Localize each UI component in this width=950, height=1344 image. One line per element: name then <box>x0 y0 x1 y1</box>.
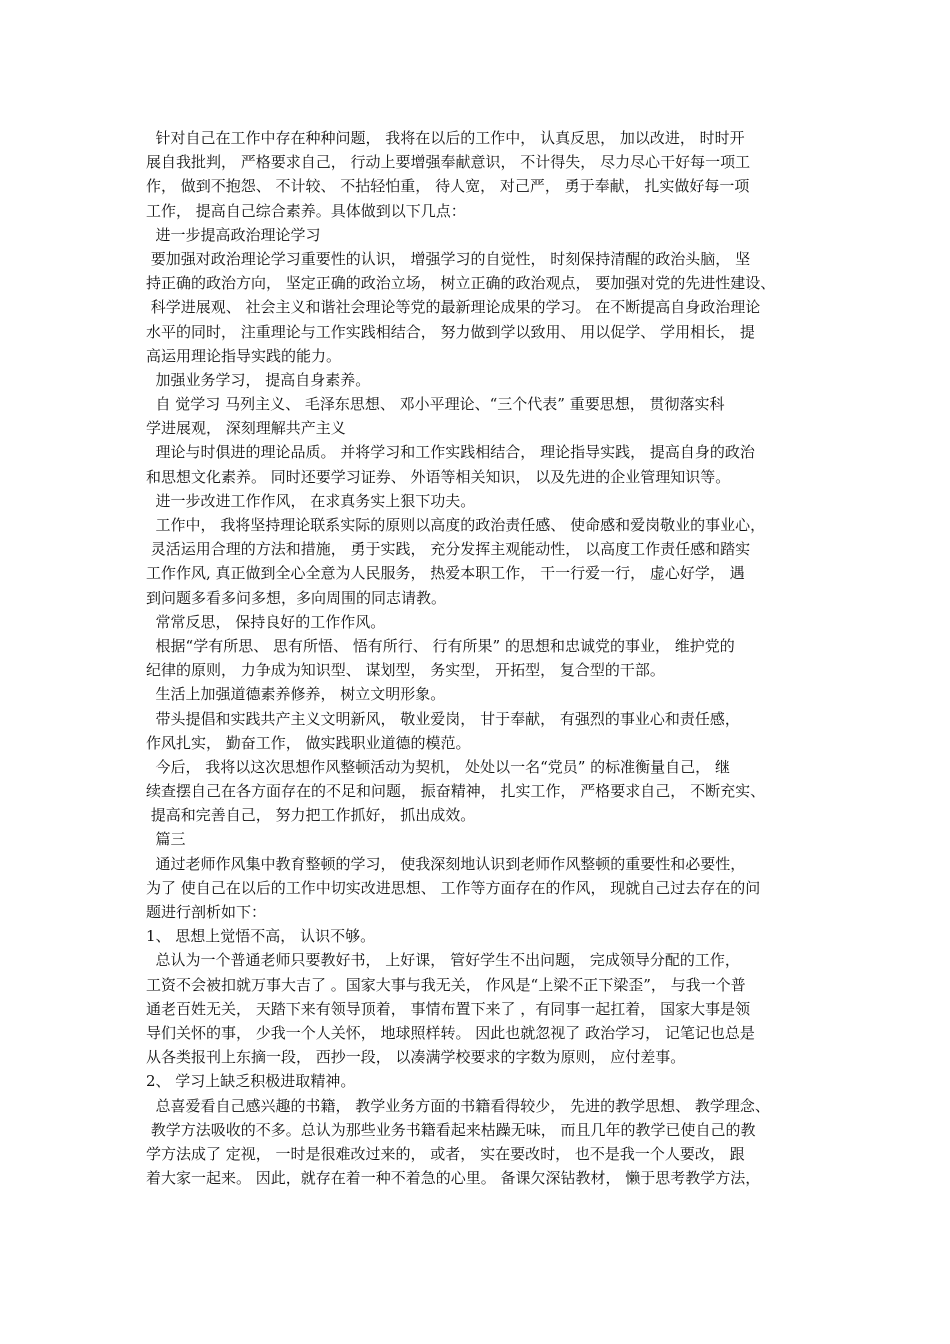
text-line: 水平的同时， 注重理论与工作实践相结合， 努力做到学以致用、 用以促学、 学用相长， 提 <box>146 322 755 341</box>
text-line: 提高和完善自己， 努力把工作抓好， 抓出成效。 <box>146 806 476 825</box>
text-line: 纪律的原则， 力争成为知识型、 谋划型， 务实型， 开拓型， 复合型的干部。 <box>146 661 665 680</box>
text-line: 工作作风, 真正做到全心全意为人民服务， 热爱本职工作， 干一行爱一行， 虚心好学， 遇 <box>146 564 745 583</box>
section-heading: 生活上加强道德素养修养， 树立文明形象。 <box>146 685 446 704</box>
section-heading: 进一步提高政治理论学习 <box>146 225 321 244</box>
text-line: 持正确的政治方向， 坚定正确的政治立场， 树立正确的政治观点， 要加强对党的先进性建设、 <box>146 274 776 293</box>
text-line: 学进展观， 深刻理解共产主义 <box>146 419 346 438</box>
text-line: 今后， 我将以这次思想作风整顿活动为契机， 处处以一名“党员” 的标准衡量自己， 继 <box>146 757 730 776</box>
text-line: 工作， 提高自己综合素养。具体做到以下几点： <box>146 201 466 220</box>
text-line: 总认为一个普通老师只要教好书， 上好课， 管好学生不出问题， 完成领导分配的工作， <box>146 951 740 970</box>
text-line: 和思想文化素养。 同时还要学习证券、 外语等相关知识， 以及先进的企业管理知识等。 <box>146 467 731 486</box>
text-line: 自 觉学习 马列主义、 毛泽东思想、 邓小平理论、“三个代表” 重要思想， 贯彻落实科 <box>146 395 725 414</box>
text-line: 从各类报刊上东摘一段， 西抄一段， 以凑满学校要求的字数为原则， 应付差事。 <box>146 1048 686 1067</box>
text-line: 学方法成了 定视， 一时是很难改过来的， 或者， 实在要改时， 也不是我一个人要改， 跟 <box>146 1144 745 1163</box>
section-heading: 加强业务学习， 提高自身素养。 <box>146 370 371 389</box>
numbered-heading: 2、 学习上缺乏积极进取精神。 <box>146 1072 356 1091</box>
text-line: 工资不会被扣就万事大吉了 。国家大事与我无关， 作风是“上梁不正下梁歪”， 与我一个普 <box>146 975 746 994</box>
document-body <box>146 126 818 1190</box>
text-line: 为了 使自己在以后的工作中切实改进思想、 工作等方面存在的作风， 现就自己过去存在的问 <box>146 878 761 897</box>
text-line: 带头提倡和实践共产主义文明新风， 敬业爱岗， 甘于奉献， 有强烈的事业心和责任感， <box>146 709 740 728</box>
text-line: 工作中， 我将坚持理论联系实际的原则以高度的政治责任感、 使命感和爱岗敬业的事业心， <box>146 516 766 534</box>
text-line: 总喜爱看自己感兴趣的书籍， 教学业务方面的书籍看得较少， 先进的教学思想、 教学理念、 <box>146 1096 770 1115</box>
text-line: 到问题多看多问多想，多向周围的同志请教。 <box>146 588 447 607</box>
text-line: 续查摆自己在各方面存在的不足和问题， 振奋精神， 扎实工作， 严格要求自己， 不断充实、 <box>146 782 766 801</box>
text-line: 作风扎实， 勤奋工作， 做实践职业道德的模范。 <box>146 733 471 752</box>
text-line: 题进行剖析如下： <box>146 903 267 921</box>
text-line: 导们关怀的事， 少我一个人关怀， 地球照样转。 因此也就忽视了 政治学习， 记笔记也总是 <box>146 1023 755 1042</box>
text-line: 着大家一起来。 因此，就存在着一种不着急的心里。 备课欠深钻教材， 懒于思考教学方法， <box>146 1169 761 1188</box>
text-line: 根据“学有所思、 思有所悟、 悟有所行、 行有所果” 的思想和忠诚党的事业， 维护党的 <box>146 636 735 655</box>
text-line: 作， 做到不抱怨、 不计较、 不拈轻怕重， 待人宽， 对己严， 勇于奉献， 扎实做好每一项 <box>146 177 750 196</box>
text-line: 教学方法吸收的不多。总认为那些业务书籍看起来枯躁无味， 而且几年的教学已使自己的教 <box>146 1120 756 1139</box>
text-line: 要加强对政治理论学习重要性的认识， 增强学习的自觉性， 时刻保持清醒的政治头脑， 坚 <box>146 249 751 268</box>
part-heading: 篇三 <box>146 830 186 849</box>
text-line: 展自我批判， 严格要求自己， 行动上要增强奉献意识， 不计得失， 尽力尽心干好每一项工 <box>146 153 751 172</box>
text-line: 通老百姓无关， 天踏下来有领导顶着， 事情布置下来了 ，有同事一起扛着， 国家大事是领 <box>146 999 751 1018</box>
text-line: 针对自己在工作中存在种种问题， 我将在以后的工作中， 认真反思， 加以改进， 时时开 <box>146 129 745 147</box>
text-line: 科学进展观、 社会主义和谐社会理论等党的最新理论成果的学习。 在不断提高自身政治理论 <box>146 298 761 317</box>
text-line: 理论与时俱进的理论品质。 并将学习和工作实践相结合， 理论指导实践， 提高自身的政治 <box>146 443 755 462</box>
text-line: 灵活运用合理的方法和措施， 勇于实践， 充分发挥主观能动性， 以高度工作责任感和踏实 <box>146 540 751 559</box>
text-line: 通过老师作风集中教育整顿的学习， 使我深刻地认识到老师作风整顿的重要性和必要性， <box>146 854 746 873</box>
section-heading: 常常反思， 保持良好的工作作风。 <box>146 612 386 631</box>
numbered-heading: 1、 思想上觉悟不高， 认识不够。 <box>146 927 376 946</box>
section-heading: 进一步改进工作作风， 在求真务实上狠下功夫。 <box>146 491 476 510</box>
text-line: 高运用理论指导实践的能力。 <box>146 346 342 365</box>
